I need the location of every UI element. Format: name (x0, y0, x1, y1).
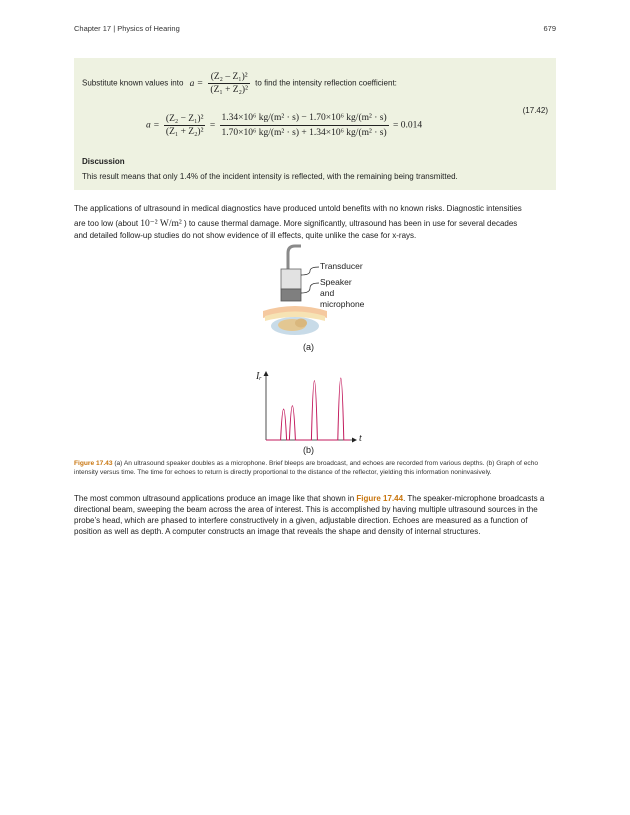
eq-left-fraction (164, 114, 206, 137)
figure-b-echo-graph (250, 368, 370, 448)
label-and: and (320, 288, 335, 298)
cable (288, 246, 301, 270)
eq-right-num: 1.34×10⁶ kg/(m² · s) − 1.70×10⁶ kg/(m² · s) (220, 113, 389, 126)
echo-intensity-curve (266, 378, 350, 440)
para1-line1: The applications of ultrasound in medical diagnostics have produced untold benefits with no known risks. Diagnostic intensities (74, 204, 522, 213)
speaker-pointer (301, 283, 319, 293)
label-speaker: Speaker (320, 277, 352, 287)
eq-result: = 0.014 (393, 120, 423, 131)
eq-right-den: 1.70×10⁶ kg/(m² · s) + 1.34×10⁶ kg/(m² · s) (221, 128, 387, 138)
label-transducer: Transducer (320, 261, 363, 271)
eq-left-num: (Z₂ − Z₁)² (165, 114, 204, 124)
formula-a: a = (189, 78, 204, 89)
discussion-heading: Discussion (82, 157, 125, 166)
eq-left-den: (Z₁ + Z₂)² (165, 127, 204, 137)
panel-a-label: (a) (303, 342, 314, 352)
para1-line3: and detailed follow-up studies do not show evidence of ill effects, quite unlike the case for x-rays. (74, 231, 417, 240)
fraction-numerator: (Z₂ – Z₁)² (208, 72, 250, 84)
paragraph-ultrasound-applications (74, 203, 556, 242)
paragraph-ultrasound-imaging (74, 493, 556, 537)
page-number: 679 (543, 24, 556, 33)
figure-caption (74, 459, 556, 477)
equation-17-42 (146, 113, 422, 138)
chapter-header: Chapter 17 | Physics of Hearing (74, 24, 180, 33)
substitute-line (82, 72, 552, 95)
eq-right-fraction (220, 113, 389, 138)
transducer-pointer (301, 267, 319, 275)
eq-a: a = (146, 120, 160, 131)
discussion-text: This result means that only 1.4% of the incident intensity is reflected, with the remaining being transmitted. (82, 172, 458, 181)
para2-text-after: . The speaker-microphone broadcasts a directional beam, sweeping the beam across the area of interest. This is accomplished by having multiple ultrasound sources in the probe’s head, which are phased to interfere constructively in a given, adjustable direction. Echoes are measured as a function of position as well as depth. A computer constructs an image that reveals the shape and density of internal structures. (74, 494, 545, 536)
figure-17-44-link[interactable]: Figure 17.44 (356, 494, 404, 503)
panel-b-label: (b) (303, 445, 314, 455)
para2-text-before: The most common ultrasound applications produce an image like that shown in (74, 494, 357, 503)
y-axis-label: Iᵣ (256, 371, 262, 382)
reflection-fraction (208, 72, 250, 95)
caption-label: Figure 17.43 (74, 460, 113, 467)
x-axis-arrow (352, 438, 357, 443)
eq-equals: = (209, 120, 216, 131)
transducer-body (281, 269, 301, 289)
intro-text-after: to find the intensity reflection coefficient: (255, 78, 397, 88)
intro-text: Substitute known values into (82, 78, 184, 88)
para1-line2: are too low (about 10⁻² W/m² ) to cause thermal damage. More significantly, ultrasound has been in use for several decades (74, 219, 518, 229)
figure-labels (320, 261, 364, 310)
x-axis-label: t (359, 433, 362, 444)
speaker-block (281, 289, 301, 301)
y-axis-arrow (264, 371, 269, 376)
equation-number: (17.42) (522, 106, 548, 115)
organ-head (295, 319, 307, 328)
fraction-denominator: (Z₁ + Z₂)² (210, 85, 248, 95)
example-box (74, 58, 556, 190)
intensity-math: 10⁻² W/m² (140, 219, 182, 229)
caption-text: (a) An ultrasound speaker doubles as a microphone. Brief bleeps are broadcast, and echoes are recorded from various depths. (b) Graph of echo intensity versus time. The time for echoes to return is directly proportional to the distance of the reflector, yielding this information noninvasively. (74, 460, 539, 476)
label-microphone: microphone (320, 299, 365, 309)
